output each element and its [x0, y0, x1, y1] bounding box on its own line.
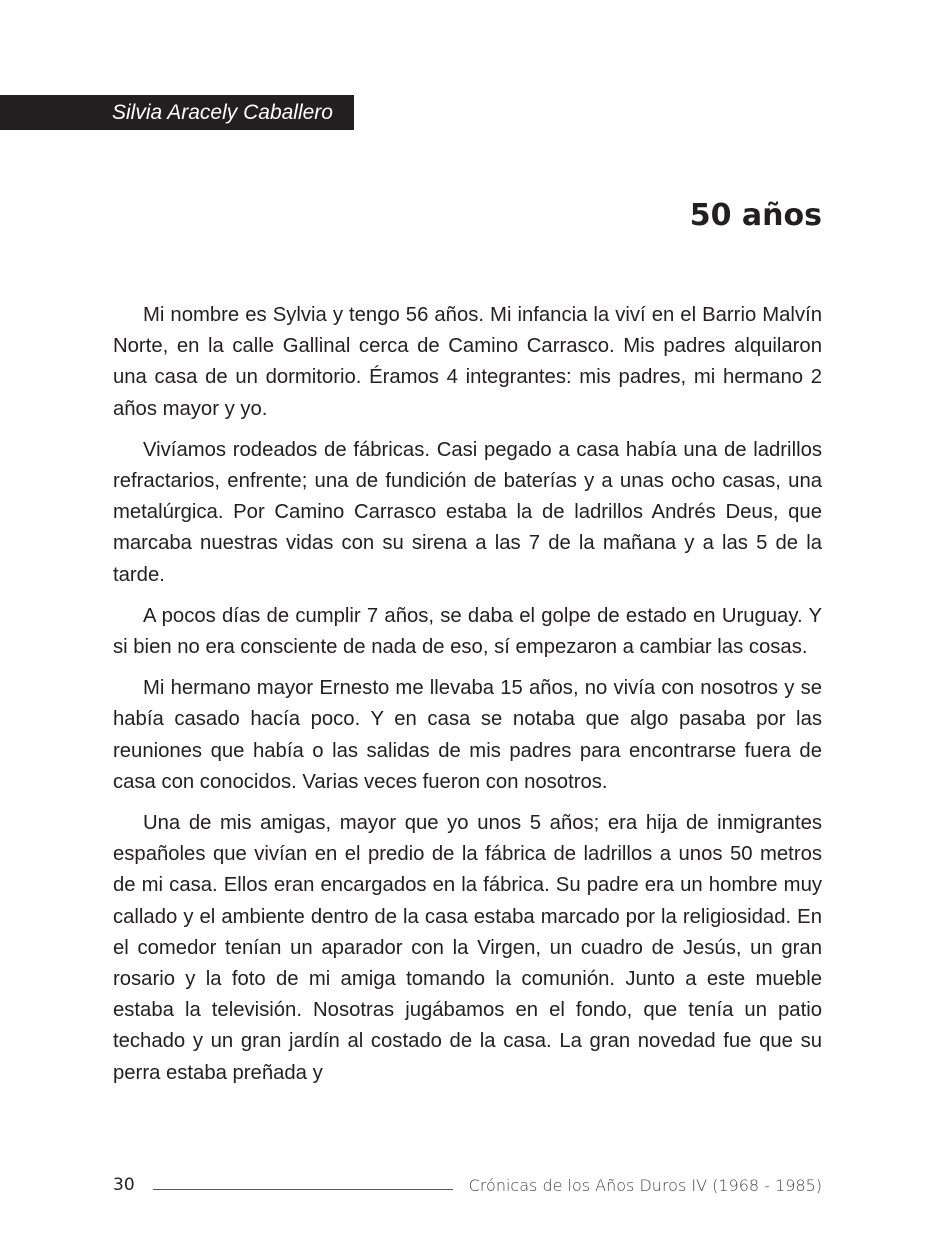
paragraph: A pocos días de cumplir 7 años, se daba el golpe de estado en Uruguay. Y si bien no era consciente de nada de eso, sí empezaron a cambiar las cosas.	[113, 604, 822, 659]
chapter-title: 50 años	[689, 198, 822, 233]
page-number: 30	[113, 1175, 135, 1195]
paragraph: Vivíamos rodeados de fábricas. Casi pegado a casa había una de ladrillos refractarios, enfrente; una de fundición de baterías y a unas ocho casas, una metalúrgica. Por Camino Carrasco estaba la de ladrillos Andrés Deus, que marcaba nuestras vidas con su sirena a las 7 de la mañana y a las 5 de la tarde.	[113, 438, 822, 586]
paragraph: Mi nombre es Sylvia y tengo 56 años. Mi infancia la viví en el Barrio Malvín Norte, en la calle Gallinal cerca de Camino Carrasco. Mis padres alquilaron una casa de un dormitorio. Éramos 4 integrantes: mis padres, mi hermano 2 años mayor y yo.	[113, 304, 822, 420]
author-header	[0, 95, 354, 130]
footer-divider	[153, 1189, 453, 1190]
paragraph: Mi hermano mayor Ernesto me llevaba 15 años, no vivía con nosotros y se había casado hacía poco. Y en casa se notaba que algo pasaba por las reuniones que había o las salidas de mis padres para encontrarse fuera de casa con conocidos. Varias veces fueron con nosotros.	[113, 677, 822, 793]
book-title: Crónicas de los Años Duros IV (1968 - 1985)	[468, 1176, 822, 1195]
body-text	[113, 300, 822, 1099]
author-name: Silvia Aracely Caballero	[112, 101, 333, 124]
page-footer	[113, 1175, 822, 1201]
paragraph: Una de mis amigas, mayor que yo unos 5 años; era hija de inmigrantes españoles que vivían en el predio de la fábrica de ladrillos a unos 50 metros de mi casa. Ellos eran encargados en la fábrica. Su padre era un hombre muy callado y el ambiente dentro de la casa estaba marcado por la religiosidad. En el comedor tenían un aparador con la Virgen, un cuadro de Jesús, un gran rosario y la foto de mi amiga tomando la comunión. Junto a este mueble estaba la televisión. Nosotras jugábamos en el fondo, que tenía un patio techado y un gran jardín al costado de la casa. La gran novedad fue que su perra estaba preñada y	[113, 812, 822, 1084]
